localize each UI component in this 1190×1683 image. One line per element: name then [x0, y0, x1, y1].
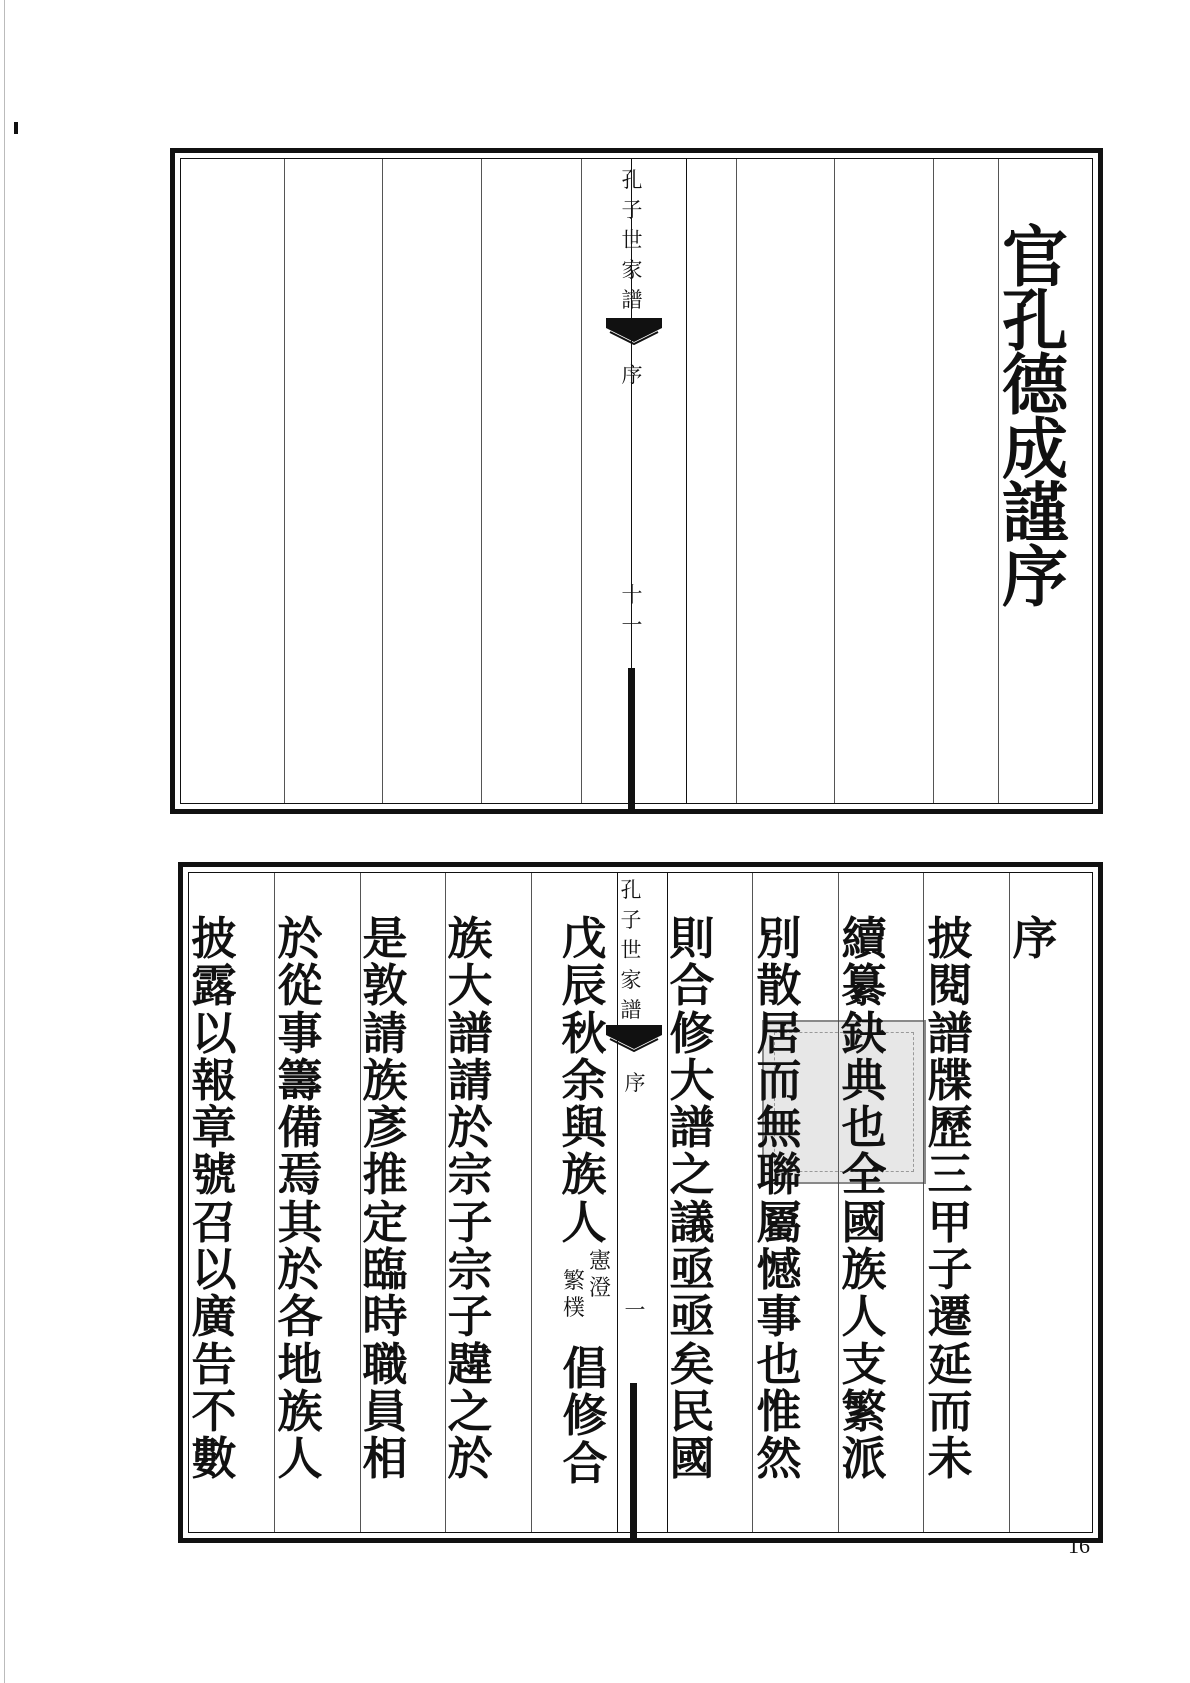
- body-char: 序: [1012, 912, 1058, 965]
- title-char: 謹: [1002, 474, 1068, 552]
- body-char: 然: [756, 1432, 802, 1486]
- body-char: 請: [362, 1006, 408, 1060]
- body-char: 典: [841, 1053, 887, 1107]
- body-char: 章: [191, 1101, 237, 1155]
- folio-char: 一: [624, 1298, 646, 1322]
- title-char: 德: [1002, 346, 1068, 424]
- body-char: 合: [669, 959, 715, 1013]
- text-column-3: [829, 912, 899, 1486]
- column-rule: [284, 159, 285, 803]
- center-fold-right: [686, 159, 687, 803]
- title-char: 官: [1002, 218, 1068, 296]
- body-char: 族: [362, 1053, 408, 1107]
- column-rule: [933, 159, 934, 803]
- text-column-4: [744, 912, 814, 1486]
- body-char: 於: [447, 1101, 493, 1155]
- body-char: 未: [927, 1432, 973, 1486]
- body-char: 披: [927, 912, 973, 965]
- body-char: 纂: [841, 959, 887, 1013]
- folio-number: [620, 1295, 650, 1325]
- body-char: 彥: [362, 1101, 408, 1155]
- body-char: 議: [669, 1195, 715, 1249]
- book-title-char: 家: [620, 968, 642, 992]
- column-rule: [581, 159, 582, 803]
- title-char: 序: [1002, 538, 1068, 616]
- body-char: 臨: [362, 1243, 408, 1297]
- body-char: 定: [362, 1195, 408, 1249]
- body-char: 遷: [927, 1290, 973, 1344]
- book-title-char: 家: [621, 258, 643, 282]
- body-char: 修: [669, 1006, 715, 1060]
- book-title: [616, 875, 646, 1025]
- body-char: 召: [191, 1195, 237, 1249]
- body-char: 時: [362, 1290, 408, 1344]
- text-column-1: [1000, 912, 1070, 965]
- body-char: 族: [841, 1243, 887, 1297]
- body-char: 各: [277, 1290, 323, 1344]
- inline-name-char: 繁: [562, 1269, 585, 1294]
- inline-name-column-right: [587, 1248, 613, 1302]
- book-title-char: 世: [621, 228, 643, 252]
- body-char: 員: [362, 1384, 408, 1438]
- body-char: 告: [191, 1337, 237, 1391]
- page-number: 16: [1068, 1533, 1090, 1558]
- body-char: 無: [756, 1101, 802, 1155]
- text-column-2: [915, 912, 985, 1486]
- body-char: 大: [447, 959, 493, 1013]
- body-char: 譜: [447, 1006, 493, 1060]
- column-rule: [736, 159, 737, 803]
- body-char: 請: [447, 1053, 493, 1107]
- book-title-char: 子: [621, 198, 643, 222]
- text-column-6: [549, 912, 619, 1249]
- fold-stem: [628, 668, 635, 810]
- body-char: 敦: [362, 959, 408, 1013]
- page-title: [1000, 218, 1070, 616]
- body-char: 聯: [756, 1148, 802, 1202]
- body-char: 從: [277, 959, 323, 1013]
- body-char: 以: [191, 1243, 237, 1297]
- text-column-10: [179, 912, 249, 1486]
- text-column-5: [657, 912, 727, 1486]
- inline-name-column-left: [561, 1268, 587, 1322]
- body-char: 事: [756, 1290, 802, 1344]
- book-title-char: 孔: [620, 878, 642, 902]
- body-char: 也: [756, 1337, 802, 1391]
- column-rule: [382, 159, 383, 803]
- body-char: 譜: [927, 1006, 973, 1060]
- body-char: 續: [841, 912, 887, 965]
- text-column-8: [350, 912, 420, 1486]
- body-char: 以: [191, 1006, 237, 1060]
- body-char: 則: [669, 912, 715, 965]
- body-char: 戊: [561, 912, 607, 965]
- body-char: 是: [362, 912, 408, 965]
- section-char: 序: [624, 1071, 646, 1095]
- body-char: 職: [362, 1337, 408, 1391]
- column-rule: [998, 159, 999, 803]
- folio-char: 十: [621, 583, 643, 607]
- section-label: [617, 360, 647, 390]
- section-char: 序: [621, 363, 643, 387]
- body-char: 人: [277, 1432, 323, 1486]
- body-char: 閱: [927, 959, 973, 1013]
- body-char: 屬: [756, 1195, 802, 1249]
- body-char: 族: [277, 1384, 323, 1438]
- body-char: 人: [561, 1195, 607, 1249]
- body-char: 三: [927, 1148, 973, 1202]
- body-char: 繁: [841, 1384, 887, 1438]
- body-char: 推: [362, 1148, 408, 1202]
- body-char: 之: [447, 1384, 493, 1438]
- body-char: 韙: [447, 1337, 493, 1391]
- body-char: 支: [841, 1337, 887, 1391]
- body-char: 歷: [927, 1101, 973, 1155]
- body-char: 不: [191, 1384, 237, 1438]
- body-char: 而: [756, 1053, 802, 1107]
- body-char: 宗: [447, 1148, 493, 1202]
- body-char: 惟: [756, 1384, 802, 1438]
- body-char: 子: [447, 1195, 493, 1249]
- body-char: 族: [561, 1148, 607, 1202]
- column-rule: [1009, 873, 1010, 1532]
- body-char: 倡: [562, 1342, 608, 1395]
- fishtail-mark-icon: [606, 318, 662, 348]
- body-char: 之: [669, 1148, 715, 1202]
- body-char: 於: [277, 1243, 323, 1297]
- title-char: 孔: [1002, 282, 1068, 360]
- body-char: 其: [277, 1195, 323, 1249]
- body-char: 憾: [756, 1243, 802, 1297]
- text-column-9: [265, 912, 335, 1486]
- body-char: 籌: [277, 1053, 323, 1107]
- book-title-char: 孔: [621, 168, 643, 192]
- body-char: 譜: [669, 1101, 715, 1155]
- body-char: 相: [362, 1432, 408, 1486]
- book-title: [617, 165, 647, 315]
- body-char: 散: [756, 959, 802, 1013]
- inline-name-char: 樸: [562, 1296, 585, 1321]
- body-char: 派: [841, 1432, 887, 1486]
- body-char: 人: [841, 1290, 887, 1344]
- column-rule: [834, 159, 835, 803]
- body-char: 民: [669, 1384, 715, 1438]
- body-char: 而: [927, 1384, 973, 1438]
- column-rule: [531, 873, 532, 1532]
- book-title-char: 譜: [620, 998, 642, 1022]
- fold-stem: [630, 1383, 637, 1540]
- body-char: 居: [756, 1006, 802, 1060]
- body-char: 也: [841, 1101, 887, 1155]
- column-5-tail: [550, 1342, 620, 1490]
- body-char: 號: [191, 1148, 237, 1202]
- section-label: [620, 1068, 650, 1098]
- body-char: 秋: [561, 1006, 607, 1060]
- body-char: 大: [669, 1053, 715, 1107]
- body-char: 甲: [927, 1195, 973, 1249]
- body-char: 廣: [191, 1290, 237, 1344]
- body-char: 別: [756, 912, 802, 965]
- body-char: 子: [447, 1290, 493, 1344]
- body-char: 報: [191, 1053, 237, 1107]
- body-char: 子: [927, 1243, 973, 1297]
- body-char: 鈌: [841, 1006, 887, 1060]
- book-title-char: 世: [620, 938, 642, 962]
- body-char: 宗: [447, 1243, 493, 1297]
- folio-char: 一: [621, 613, 643, 637]
- body-char: 族: [447, 912, 493, 965]
- body-char: 矣: [669, 1337, 715, 1391]
- inline-name-char: 澄: [588, 1276, 611, 1301]
- body-char: 延: [927, 1337, 973, 1391]
- scan-mark: [14, 122, 18, 134]
- scan-edge-line: [4, 0, 5, 1683]
- body-char: 全: [841, 1148, 887, 1202]
- book-title-char: 譜: [621, 288, 643, 312]
- column-rule: [481, 159, 482, 803]
- book-title-char: 子: [620, 908, 642, 932]
- body-char: 露: [191, 959, 237, 1013]
- body-char: 備: [277, 1101, 323, 1155]
- body-char: 修: [562, 1389, 608, 1443]
- body-char: 焉: [277, 1148, 323, 1202]
- inline-name-char: 憲: [588, 1249, 611, 1274]
- body-char: 余: [561, 1053, 607, 1107]
- body-char: 事: [277, 1006, 323, 1060]
- body-char: 與: [561, 1101, 607, 1155]
- body-char: 亟: [669, 1243, 715, 1297]
- body-char: 於: [277, 912, 323, 965]
- body-char: 國: [841, 1195, 887, 1249]
- body-char: 數: [191, 1432, 237, 1486]
- title-char: 成: [1002, 410, 1068, 488]
- body-char: 合: [562, 1436, 608, 1490]
- body-char: 於: [447, 1432, 493, 1486]
- body-char: 國: [669, 1432, 715, 1486]
- body-char: 牒: [927, 1053, 973, 1107]
- folio-number: [617, 580, 647, 640]
- body-char: 辰: [561, 959, 607, 1013]
- body-char: 亟: [669, 1290, 715, 1344]
- body-char: 披: [191, 912, 237, 965]
- text-column-7: [435, 912, 505, 1486]
- body-char: 地: [277, 1337, 323, 1391]
